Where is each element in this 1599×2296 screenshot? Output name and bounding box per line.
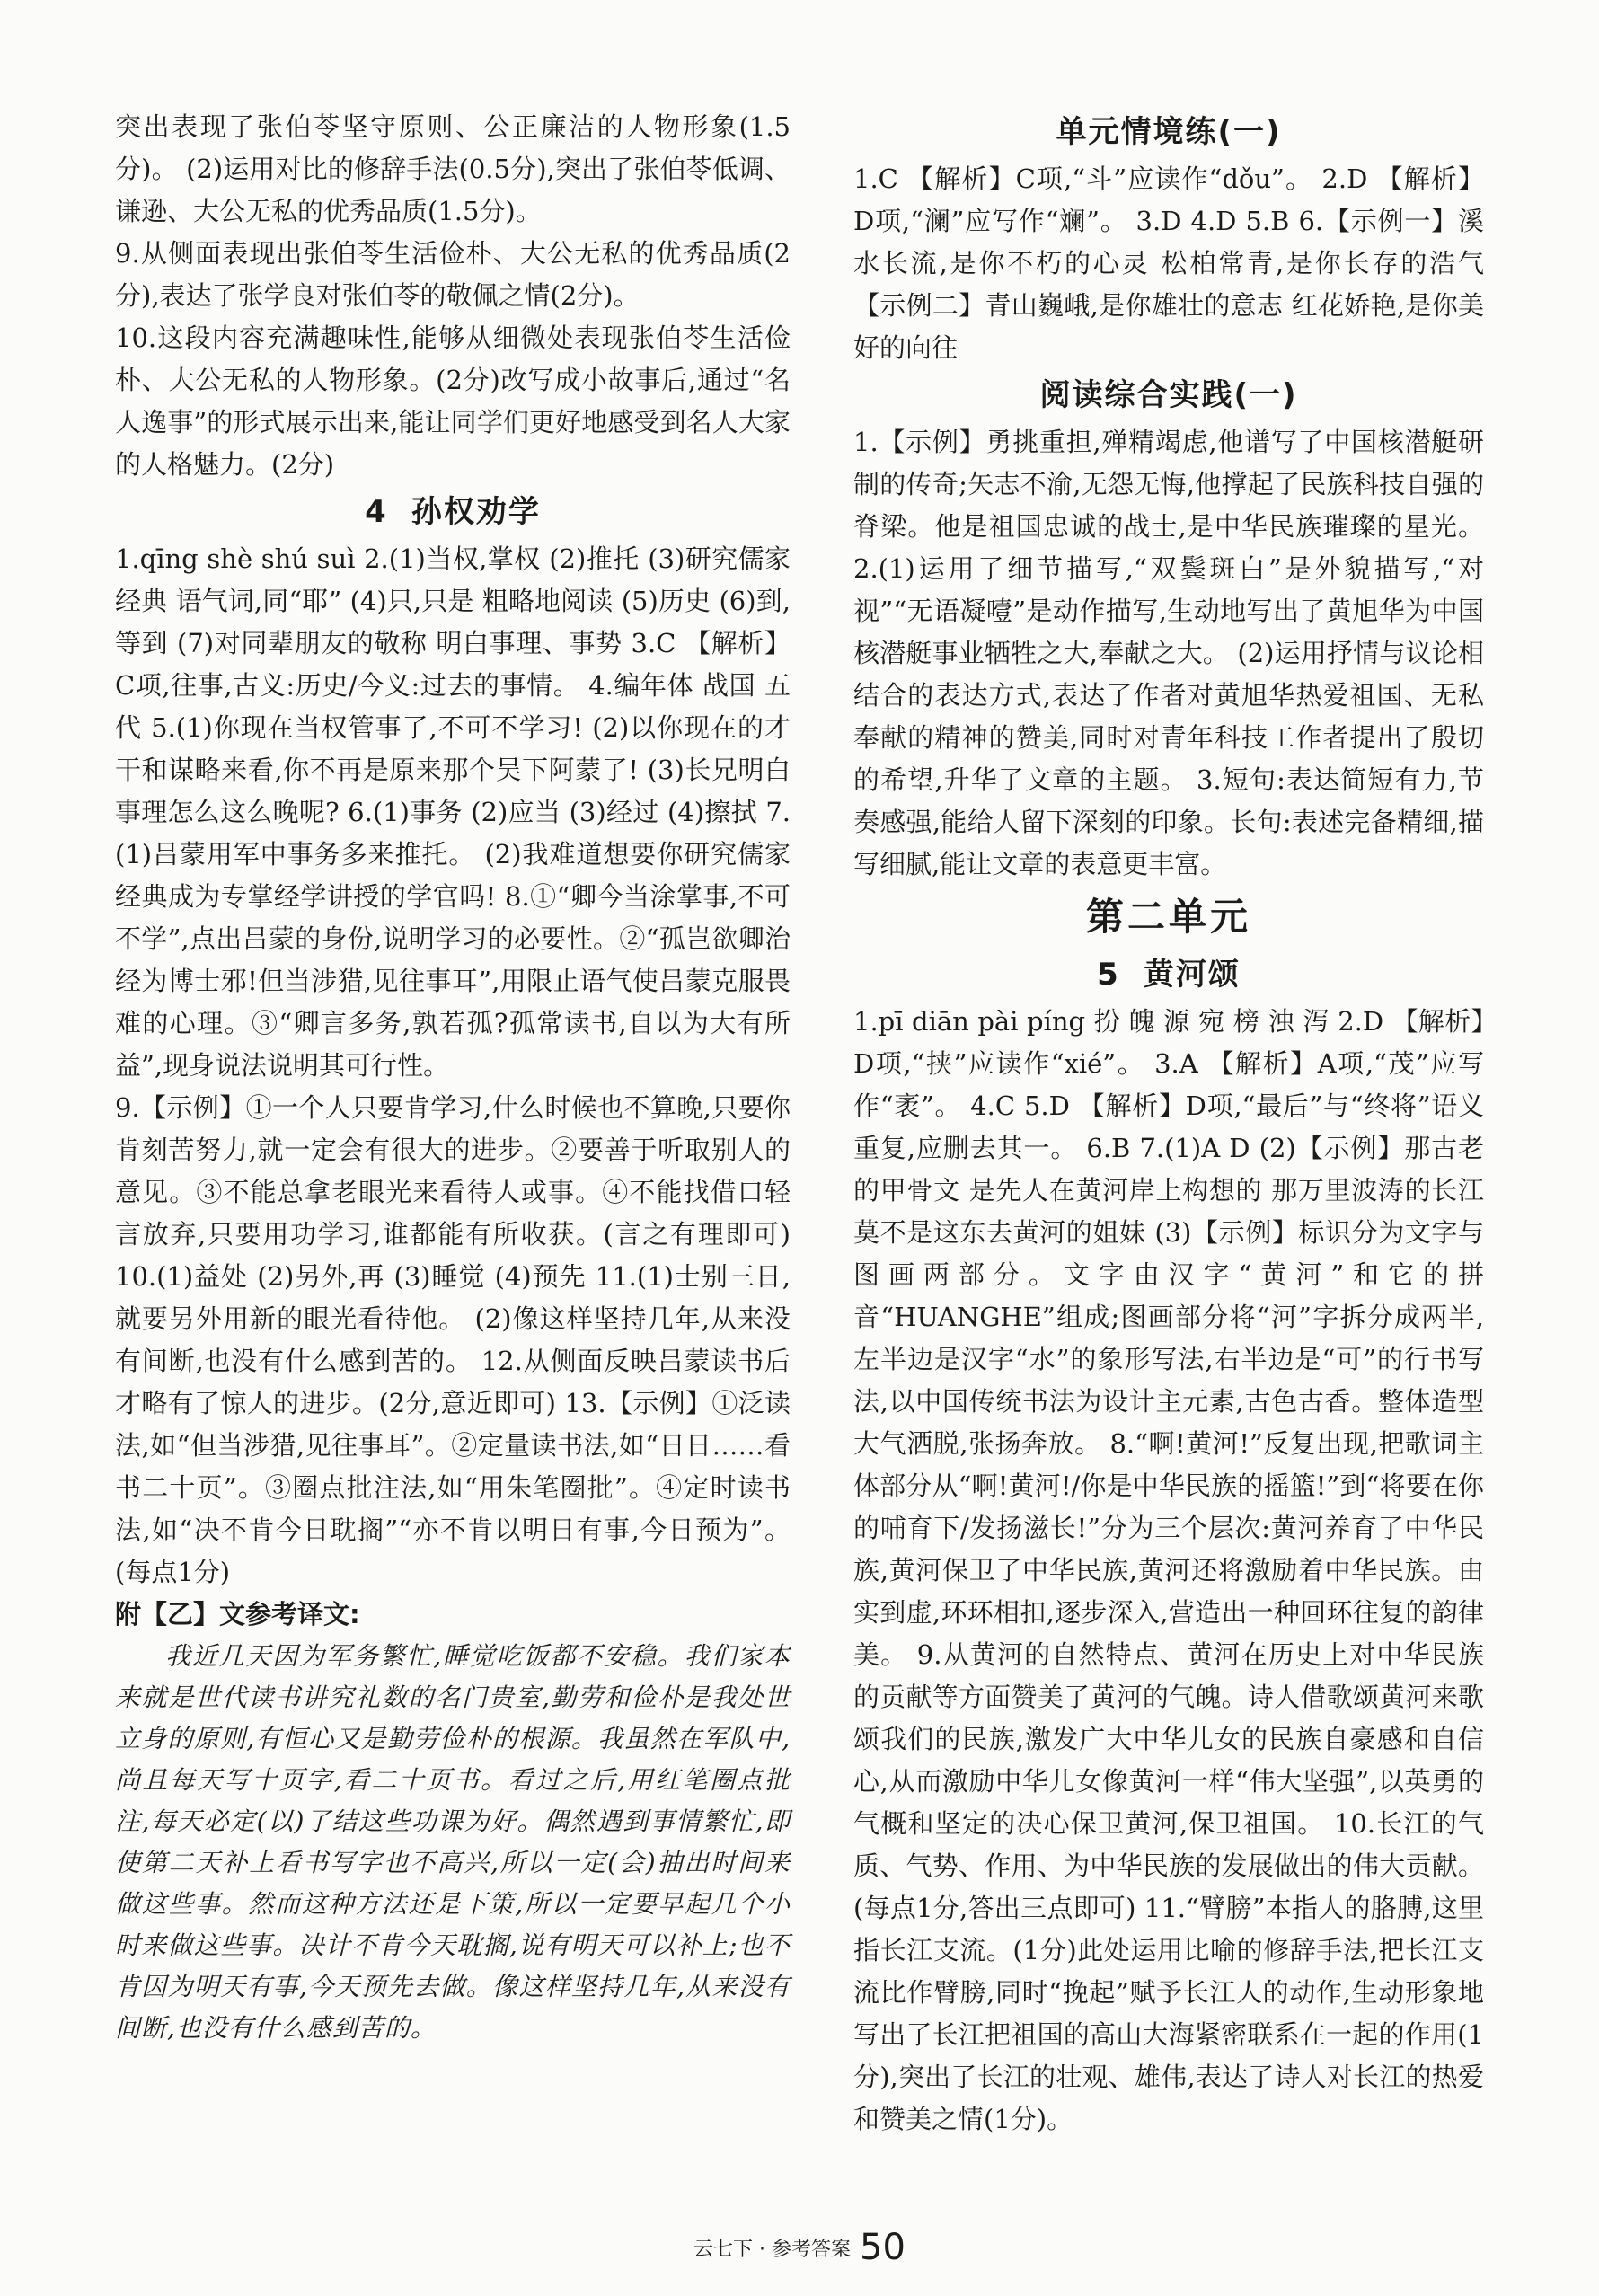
lesson5-answers: 1.pī diān pài píng 扮 魄 源 宛 榜 浊 泻 2.D 【解析】D项,“挟”应读作“xié”。 3.A 【解析】A项,“茂”应写作“袤”。 4.C 5.D 【解析】D项,“最后”与“终将”语义重复,应删去其一。 6.B 7.(1)A D (2)【示例】那古老的甲骨文 是先人在黄河岸上构想的 那万里波涛的长江 莫不是这东去黄河的姐妹 (3)【示例】标识分为文字与图画两部分。文字由汉字“黄河”和它的拼音“HUANGHE”组成;图画部分将“河”字拆分成两半,左半边是汉字“水”的象形写法,右半边是“可”的行书写法,以中国传统书法为设计主元素,古色古香。整体造型大气洒脱,张扬奔放。 8.“啊!黄河!”反复出现,把歌词主体部分从“啊!黄河!/你是中华民族的摇篮!”到“将要在你的哺育下/发扬滋长!”分为三个层次:黄河养育了中华民族,黄河保卫了中华民族,黄河还将激励着中华民族。由实到虚,环环相扣,逐步深入,营造出一种回环往复的韵律美。 9.从黄河的自然特点、黄河在历史上对中华民族的贡献等方面赞美了黄河的气魄。诗人借歌颂黄河来歌颂我们的民族,激发广大中华儿女的民族自豪感和自信心,从而激励中华儿女像黄河一样“伟大坚强”,以英勇的气概和坚定的决心保卫黄河,保卫祖国。 10.长江的气质、气势、作用、为中华民族的发展做出的伟大贡献。(每点1分,答出三点即可) 11.“臂膀”本指人的胳膊,这里指长江支流。(1分)此处运用比喻的修辞手法,把长江支流比作臂膀,同时“挽起”赋予长江人的动作,生动形象地写出了长江把祖国的高山大海紧密联系在一起的作用(1分),突出了长江的壮观、雄伟,表达了诗人对长江的热爱和赞美之情(1分)。: [853, 1006, 1484, 2134]
reading-practice-heading: 阅读综合实践(一): [1039, 377, 1298, 413]
lesson5-title: 黄河颂: [1143, 957, 1241, 993]
unit2-heading: 第二单元: [1085, 895, 1251, 939]
lesson4-title: 孙权劝学: [411, 494, 541, 530]
lesson5-number: 5: [1097, 957, 1120, 993]
page-number: 50: [860, 2227, 906, 2268]
reading-practice-answers: 1.【示例】勇挑重担,殚精竭虑,他谱写了中国核潜艇研制的传奇;矢志不渝,无怨无悔,他撑起了民族科技自强的脊梁。他是祖国忠诚的战士,是中华民族璀璨的星光。 2.(1)运用了细节描写,“双鬓斑白”是外貌描写,“对视”“无语凝噎”是动作描写,生动地写出了黄旭华为中国核潜艇事业牺牲之大,奉献之大。 (2)运用抒情与议论相结合的表达方式,表达了作者对黄旭华热爱祖国、无私奉献的精神的赞美,同时对青年科技工作者提出了殷切的希望,升华了文章的主题。 3.短句:表达简短有力,节奏感强,能给人留下深刻的印象。长句:表述完备精细,描写细腻,能让文章的表意更丰富。: [853, 427, 1484, 879]
answer-q9: 9.从侧面表现出张伯苓生活俭朴、大公无私的优秀品质(2分),表达了张学良对张伯苓的敬佩之情(2分)。: [115, 238, 791, 311]
translation-label: 附【乙】文参考译文:: [115, 1599, 360, 1629]
lesson5-heading: [853, 949, 1484, 1001]
lesson4-heading: [115, 486, 791, 538]
footer-label: 云七下 · 参考答案: [693, 2239, 852, 2261]
unit-exercise-answers: 1.C 【解析】C项,“斗”应读作“dǒu”。 2.D 【解析】D项,“澜”应写作“斓”。 3.D 4.D 5.B 6.【示例一】溪水长流,是你不朽的心灵 松柏常青,是你长存的浩气 【示例二】青山巍峨,是你雄壮的意志 红花娇艳,是你美好的向往: [853, 163, 1484, 363]
left-column: [115, 106, 791, 2049]
translation-text: 我近几天因为军务繁忙,睡觉吃饭都不安稳。我们家本来就是世代读书讲究礼数的名门贵室,勤劳和俭朴是我处世立身的原则,有恒心又是勤劳俭朴的根源。我虽然在军队中,尚且每天写十页字,看二十页书。看过之后,用红笔圈点批注,每天必定(以)了结这些功课为好。偶然遇到事情繁忙,即使第二天补上看书写字也不高兴,所以一定(会)抽出时间来做这些事。然而这种方法还是下策,所以一定要早起几个小时来做这些事。决计不肯今天耽搁,说有明天可以补上;也不肯因为明天有事,今天预先去做。像这样坚持几年,从来没有间断,也没有什么感到苦的。: [115, 1641, 791, 2043]
lesson4-number: 4: [365, 494, 388, 530]
answer-q10: 10.这段内容充满趣味性,能够从细微处表现张伯苓生活俭朴、大公无私的人物形象。(2分)改写成小故事后,通过“名人逸事”的形式展示出来,能让同学们更好地感受到名人大家的人格魅力。(2分): [115, 322, 791, 480]
intro-paragraph: 突出表现了张伯苓坚守原则、公正廉洁的人物形象(1.5分)。 (2)运用对比的修辞手法(0.5分),突出了张伯苓低调、谦逊、大公无私的优秀品质(1.5分)。: [115, 111, 791, 226]
unit-exercise-heading: 单元情境练(一): [1056, 114, 1282, 150]
page-footer: [0, 2226, 1599, 2272]
lesson4-answers-continued: 9.【示例】①一个人只要肯学习,什么时候也不算晚,只要你肯刻苦努力,就一定会有很大的进步。②要善于听取别人的意见。③不能总拿老眼光来看待人或事。④不能找借口轻言放弃,只要用功学习,谁都能有所收获。(言之有理即可) 10.(1)益处 (2)另外,再 (3)睡觉 (4)预先 11.(1)士别三日,就要另外用新的眼光看待他。 (2)像这样坚持几年,从来没有间断,也没有什么感到苦的。 12.从侧面反映吕蒙读书后才略有了惊人的进步。(2分,意近即可) 13.【示例】①泛读法,如“但当涉猎,见往事耳”。②定量读书法,如“日日……看书二十页”。③圈点批注法,如“用朱笔圈批”。④定时读书法,如“决不肯今日耽搁”“亦不肯以明日有事,今日预为”。(每点1分): [115, 1092, 791, 1587]
lesson4-answers: 1.qīng shè shú suì 2.(1)当权,掌权 (2)推托 (3)研究儒家经典 语气词,同“耶” (4)只,只是 粗略地阅读 (5)历史 (6)到,等到 (7)对同辈朋友的敬称 明白事理、事势 3.C 【解析】C项,往事,古义:历史/今义:过去的事情。 4.编年体 战国 五代 5.(1)你现在当权管事了,不可不学习! (2)以你现在的才干和谋略来看,你不再是原来那个吴下阿蒙了! (3)长兄明白事理怎么这么晚呢? 6.(1)事务 (2)应当 (3)经过 (4)擦拭 7.(1)吕蒙用军中事务多来推托。 (2)我难道想要你研究儒家经典成为专掌经学讲授的学官吗! 8.①“卿今当涂掌事,不可不学”,点出吕蒙的身份,说明学习的必要性。②“孤岂欲卿治经为博士邪!但当涉猎,见往事耳”,用限止语气使吕蒙克服畏难的心理。③“卿言多务,孰若孤?孤常读书,自以为大有所益”,现身说法说明其可行性。: [115, 543, 791, 1081]
right-column: [853, 106, 1484, 2141]
